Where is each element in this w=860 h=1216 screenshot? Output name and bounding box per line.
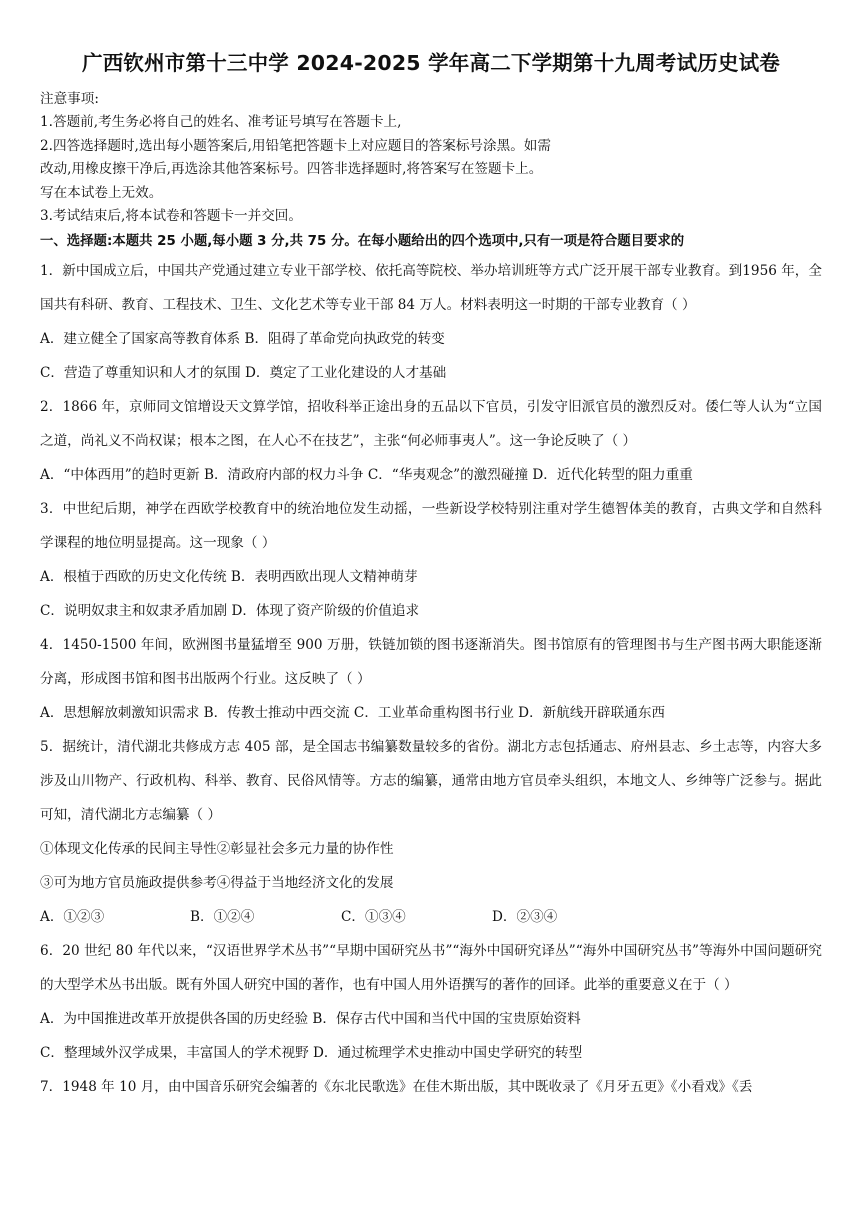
question-stem: 4．1450-1500 年间，欧洲图书量猛增至 900 万册，铁链加锁的图书逐渐消失。图书馆原有的管理图书与生产图书两大职能逐渐分离，形成图书馆和图书出版两个行业。这反映了（ ） (40, 637, 822, 688)
question-3 (40, 492, 822, 628)
option-a: A．①②③ (40, 909, 105, 926)
question-options: C．营造了尊重知识和人才的氛围 D．奠定了工业化建设的人才基础 (40, 365, 447, 382)
question-stem: 2．1866 年，京师同文馆增设天文算学馆，招收科举正途出身的五品以下官员，引发守旧派官员的激烈反对。倭仁等人认为“立国之道，尚礼义不尚权谋；根本之图，在人心不在技艺”，主张“何必师事夷人”。这一争论反映了（ ） (40, 399, 822, 450)
question-6 (40, 934, 822, 1070)
question-stem: 7．1948 年 10 月，由中国音乐研究会编著的《东北民歌选》在佳木斯出版，其中既收录了《月牙五更》《小看戏》《丢 (40, 1079, 753, 1096)
question-options: A．“中体西用”的趋时更新 B．清政府内部的权力斗争 C．“华夷观念”的激烈碰撞 D．近代化转型的阻力重重 (40, 467, 693, 484)
notice-block (40, 88, 822, 228)
question-options: A．为中国推进改革开放提供各国的历史经验 B．保存古代中国和当代中国的宝贵原始资料 (40, 1011, 581, 1028)
question-statements: ③可为地方官员施政提供参考④得益于当地经济文化的发展 (40, 875, 394, 892)
question-stem: 5．据统计，清代湖北共修成方志 405 部，是全国志书编纂数量较多的省份。湖北方志包括通志、府州县志、乡土志等，内容大多涉及山川物产、行政机构、科举、教育、民俗风情等。方志的编纂，通常由地方官员牵头组织，本地文人、乡绅等广泛参与。据此可知，清代湖北方志编纂（ ） (40, 739, 822, 824)
notice-line: 2.四答选择题时,选出每小题答案后,用铅笔把答题卡上对应题目的答案标号涂黑。如需 (40, 137, 551, 154)
question-stem: 1．新中国成立后，中国共产党通过建立专业干部学校、依托高等院校、举办培训班等方式广泛开展干部专业教育。到1956 年，全国共有科研、教育、工程技术、卫生、文化艺术等专业干部 84 万人。材料表明这一时期的干部专业教育（ ） (40, 263, 822, 314)
question-1 (40, 254, 822, 390)
notice-line: 改动,用橡皮擦干净后,再选涂其他答案标号。四答非选择题时,将答案写在签题卡上。 (40, 161, 543, 178)
section-heading: 一、选择题:本题共 25 小题,每小题 3 分,共 75 分。在每小题给出的四个选项中,只有一项是符合题目要求的 (40, 234, 685, 250)
question-5 (40, 730, 822, 934)
notice-line: 3.考试结束后,将本试卷和答题卡一并交回。 (40, 208, 302, 225)
question-options: A．思想解放刺激知识需求 B．传教士推动中西交流 C．工业革命重构图书行业 D．新航线开辟联通东西 (40, 705, 666, 722)
notice-line: 写在本试卷上无效。 (40, 184, 163, 201)
option-b: B．①②④ (190, 909, 255, 926)
question-stem: 6．20 世纪 80 年代以来，“汉语世界学术丛书”“早期中国研究丛书”“海外中国研究译丛”“海外中国研究丛书”等海外中国问题研究的大型学术丛书出版。既有外国人研究中国的著作，也有中国人用外语撰写的著作的回译。此举的重要意义在于（ ） (40, 943, 822, 994)
option-d: D．②③④ (492, 909, 558, 926)
question-statements: ①体现文化传承的民间主导性②彰显社会多元力量的协作性 (40, 841, 394, 858)
option-c: C．①③④ (341, 909, 406, 926)
question-options: A．根植于西欧的历史文化传统 B．表明西欧出现人文精神萌芽 (40, 569, 418, 586)
question-7 (40, 1070, 822, 1104)
notice-heading: 注意事项: (40, 91, 99, 107)
question-options: A．建立健全了国家高等教育体系 B．阻碍了革命党向执政党的转变 (40, 331, 445, 348)
question-options (40, 900, 822, 934)
question-options: C．整理域外汉学成果，丰富国人的学术视野 D．通过梳理学术史推动中国史学研究的转型 (40, 1045, 583, 1062)
question-stem: 3．中世纪后期，神学在西欧学校教育中的统治地位发生动摇，一些新设学校特别注重对学生德智体美的教育，古典文学和自然科学课程的地位明显提高。这一现象（ ） (40, 501, 822, 552)
question-options: C．说明奴隶主和奴隶矛盾加剧 D．体现了资产阶级的价值追求 (40, 603, 420, 620)
question-4 (40, 628, 822, 730)
notice-line: 1.答题前,考生务必将自己的姓名、准考证号填写在答题卡上, (40, 114, 402, 131)
exam-title: 广西钦州市第十三中学 2024-2025 学年高二下学期第十九周考试历史试卷 (82, 51, 780, 75)
question-2 (40, 390, 822, 492)
